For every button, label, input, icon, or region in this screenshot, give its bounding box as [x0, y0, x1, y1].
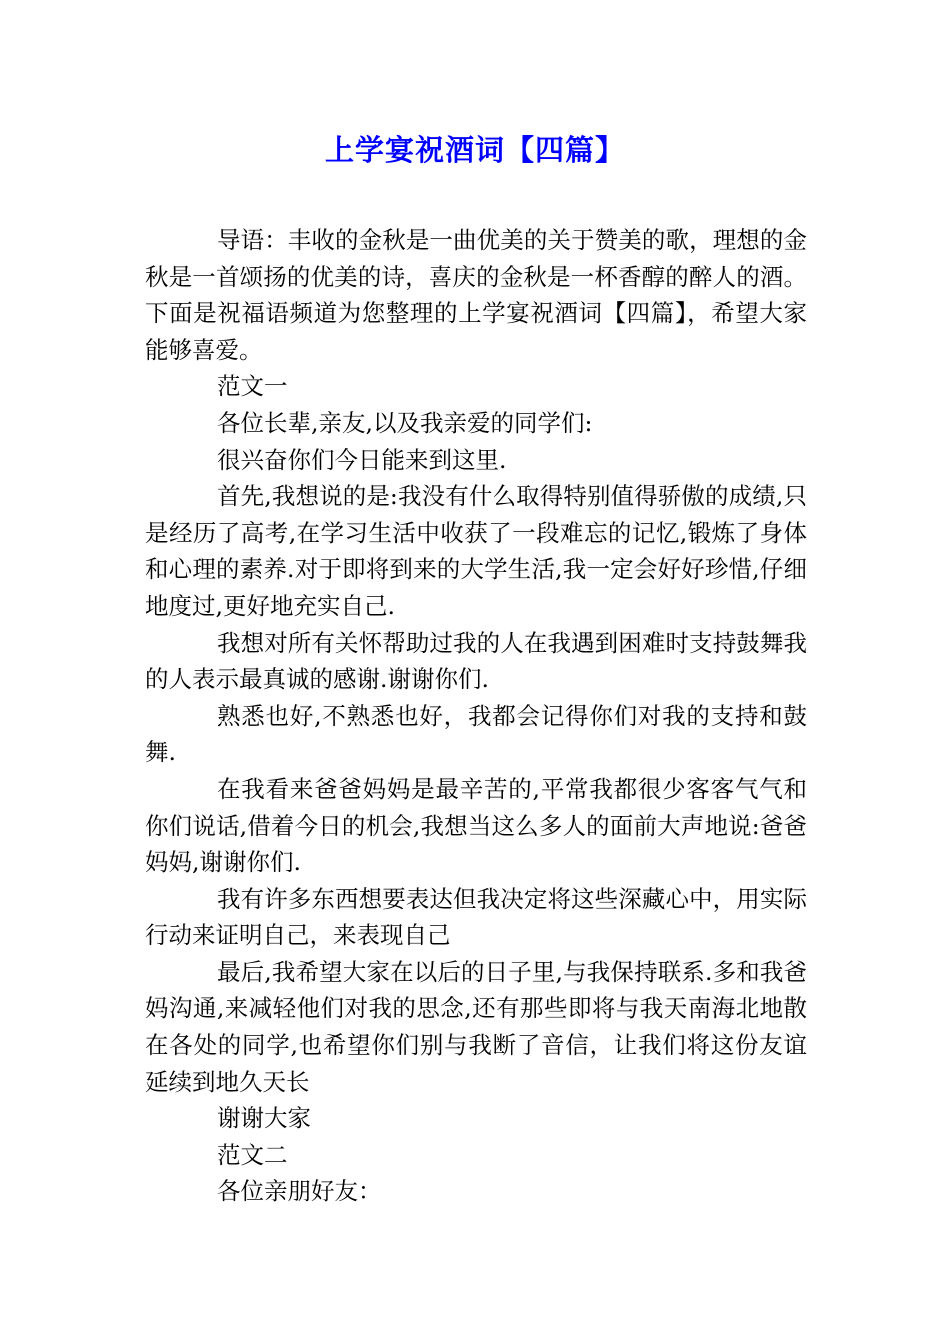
section-heading-sample-2: 范文二	[217, 1140, 288, 1169]
section-heading-sample-1: 范文一	[217, 372, 288, 401]
paragraph-intro: 导语：丰收的金秋是一曲优美的关于赞美的歌，理想的金秋是一首颂扬的优美的诗，喜庆的金秋是一杯香醇的醉人的酒。下面是祝福语频道为您整理的上学宴祝酒词【四篇】，希望大家能够喜爱。	[145, 226, 807, 364]
paragraph: 我想对所有关怀帮助过我的人在我遇到困难时支持鼓舞我的人表示最真诚的感谢.谢谢你们.	[145, 628, 807, 694]
paragraph: 最后,我希望大家在以后的日子里,与我保持联系.多和我爸妈沟通,来减轻他们对我的思念,还有那些即将与我天南海北地散在各处的同学,也希望你们别与我断了音信，让我们将这份友谊延续到地久天长	[145, 957, 807, 1096]
paragraph: 在我看来爸爸妈妈是最辛苦的,平常我都很少客客气气和你们说话,借着今日的机会,我想当这么多人的面前大声地说:爸爸妈妈,谢谢你们.	[145, 774, 807, 877]
paragraph-salutation: 各位长辈,亲友,以及我亲爱的同学们:	[217, 408, 593, 437]
document-title: 上学宴祝酒词【四篇】	[324, 133, 625, 167]
paragraph-closing: 谢谢大家	[217, 1104, 311, 1133]
paragraph: 很兴奋你们今日能来到这里.	[217, 445, 507, 474]
paragraph-salutation: 各位亲朋好友：	[217, 1177, 382, 1206]
paragraph: 熟悉也好,不熟悉也好，我都会记得你们对我的支持和鼓舞.	[145, 701, 807, 767]
paragraph: 首先,我想说的是:我没有什么取得特别值得骄傲的成绩,只是经历了高考,在学习生活中收获了一段难忘的记忆,锻炼了身体和心理的素养.对于即将到来的大学生活,我一定会好好珍惜,仔细地度过,更好地充实自己.	[145, 482, 807, 620]
document-body	[145, 222, 807, 1210]
paragraph: 我有许多东西想要表达但我决定将这些深藏心中，用实际行动来证明自己，来表现自己	[145, 884, 807, 950]
